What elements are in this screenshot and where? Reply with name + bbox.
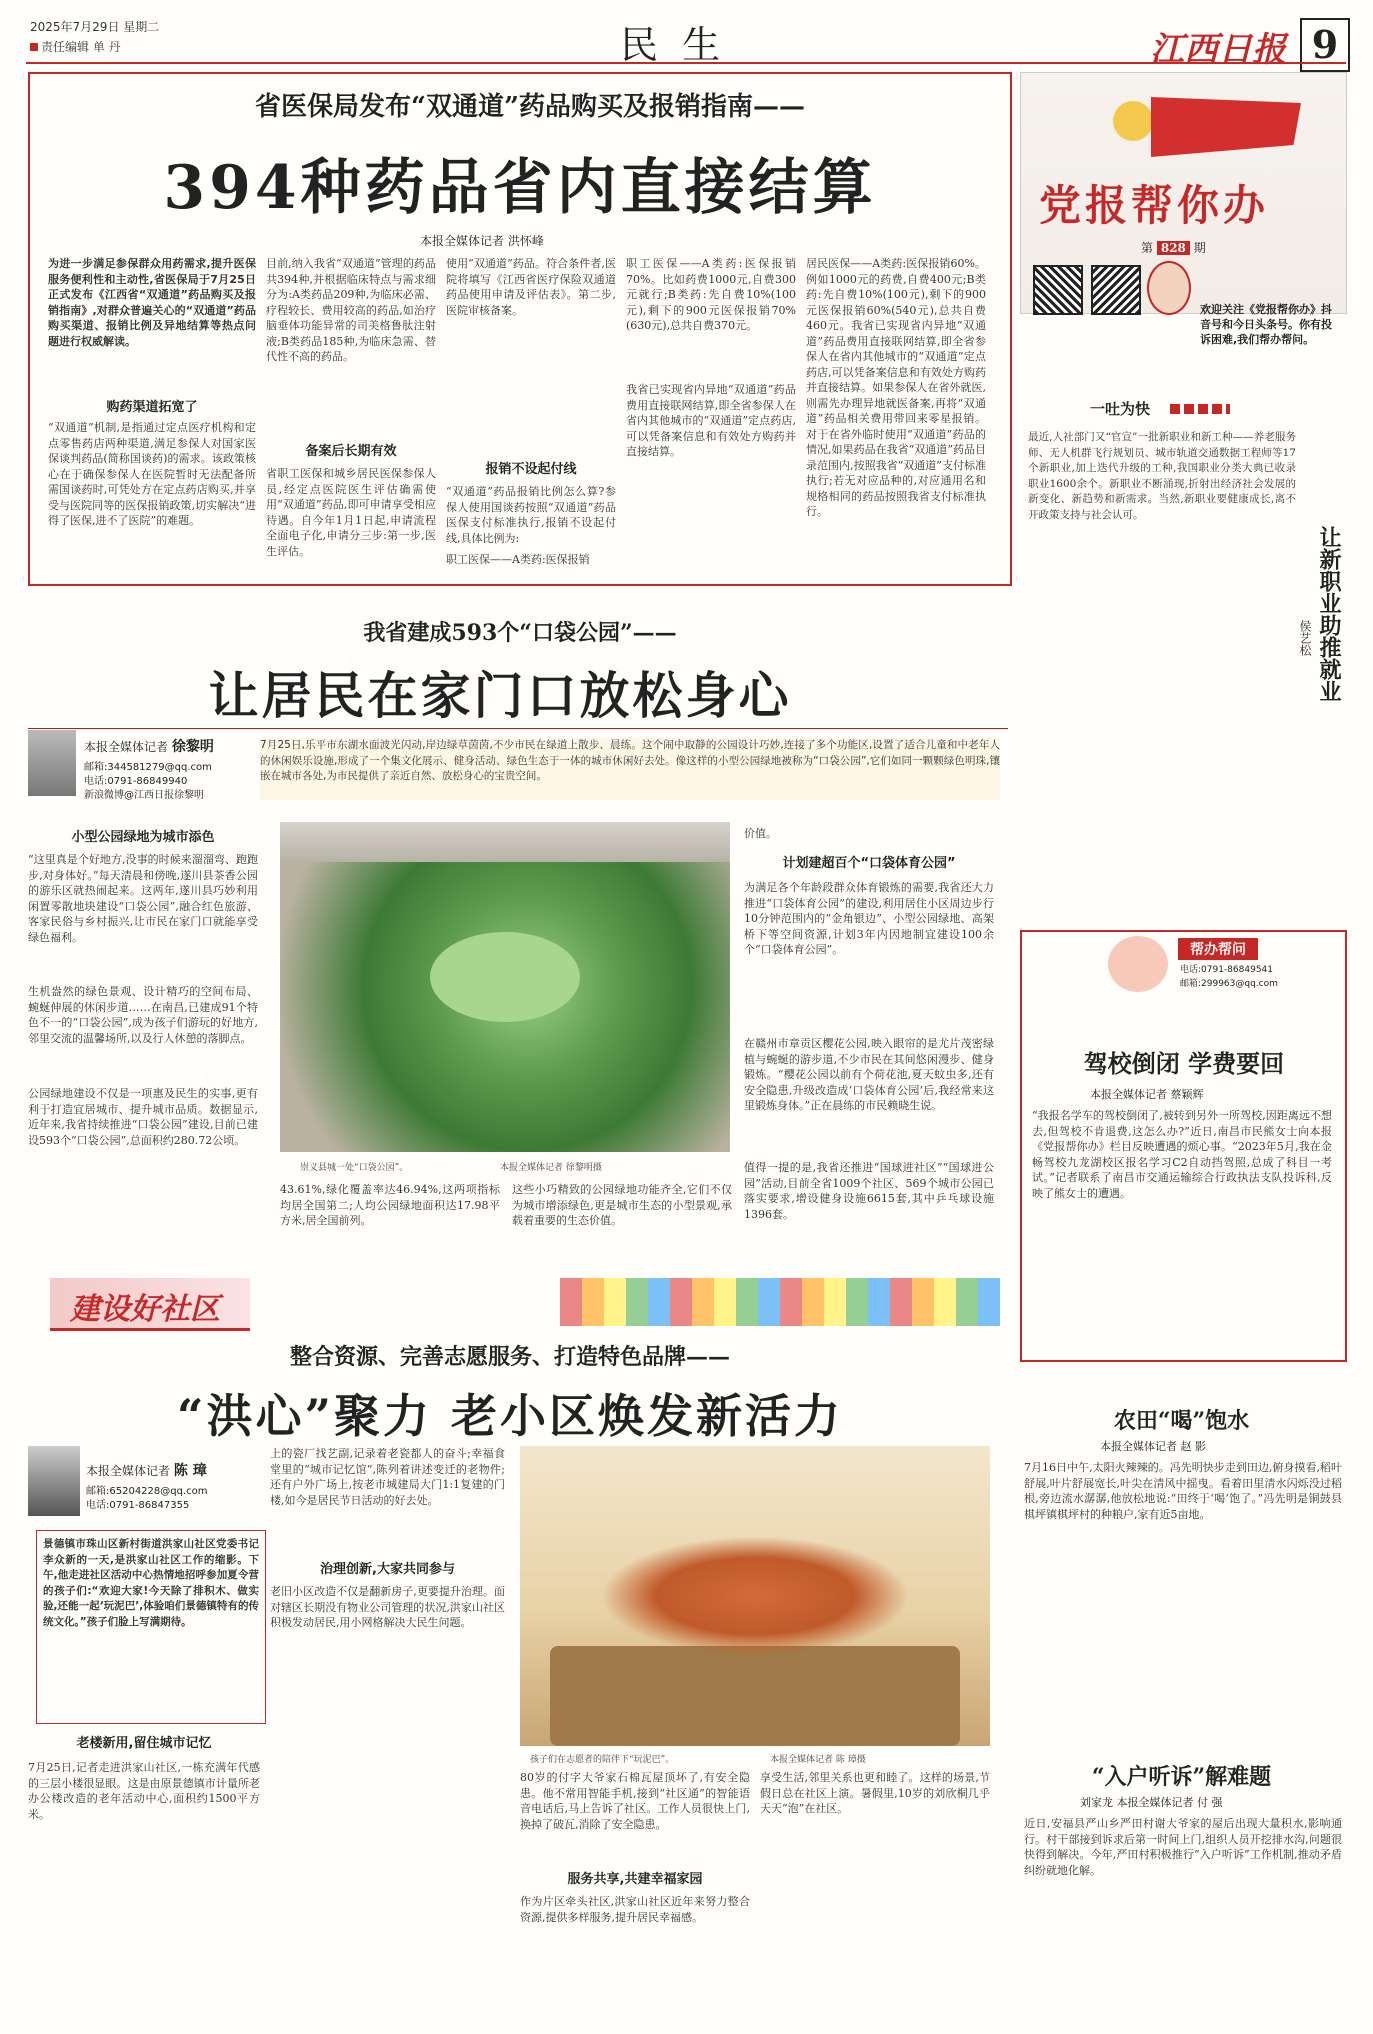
bangban-phone: 电话:0791-86849541 — [1180, 965, 1273, 975]
reporter3-name: 陈 璋 — [173, 1463, 207, 1479]
article3-p3: 老旧小区改造不仅是翻新房子,更要提升治理。面对辖区长期没有物业公司管理的状况,洪家山社区积极发动居民,用小网格解决大民生问题。 — [270, 1585, 505, 1629]
children-photo — [520, 1446, 990, 1746]
article3-p2: 上的瓷厂找艺副,记录着老瓷都人的奋斗;幸福食堂里的“城市记忆馆”,陈列着讲述变迁的老物件;还有户外广场上,按老市城建局大门1:1复建的门楼,如今是居民节日活动的好去处。 — [270, 1447, 505, 1507]
article2-sub1: 小型公园绿地为城市添色 — [71, 830, 215, 845]
party-emblem-icon — [1113, 101, 1153, 141]
article1-sub3: 报销不设起付线 — [485, 462, 577, 477]
article3-lead: 景德镇市珠山区新村街道洪家山社区党委书记李众新的一天,是洪家山社区工作的缩影。下午,他走进社区活动中心热情地招呼参加夏令营的孩子们:“欢迎大家!今天除了排积木、做实验,还能一起‘玩泥巴’,体验咱们景德镇特有的传统文化。”孩子们脸上写满期待。 — [36, 1530, 266, 1724]
page-number: 9 — [1300, 18, 1350, 72]
article1-p1: “双通道”机制,是指通过定点医疗机构和定点零售药店两种渠道,满足参保人对国家医保谈判药品(简称国谈药)的需求。该政策核心在于确保参保人在医院暂时无法配备所需国谈药时,可凭处方在定点药店购买,并享受与医院同等的医保报销政策,切实解决“进得了医保,进不了医院”的难题。 — [48, 421, 256, 527]
banner-text: 建设好社区 — [70, 1292, 220, 1327]
bangban-byline: 本报全媒体记者 蔡颖辉 — [1090, 1088, 1204, 1101]
issue-number: 828 — [1157, 241, 1190, 255]
article2-p3: 公园绿地建设不仅是一项惠及民生的实事,更有利于打造宜居城市、提升城市品质。数据显示,近年来,我省持续推进“口袋公园”建设,目前已建设593个“口袋公园”,总面积约280.72公顷。 — [28, 1087, 258, 1147]
article2-kicker: 我省建成593个“口袋公园”—— — [363, 620, 677, 646]
reporter-xu-avatar — [28, 730, 76, 796]
article2-top-rule — [28, 728, 1008, 729]
reporter-label: 本报全媒体记者 — [84, 740, 169, 754]
article3-p1: 7月25日,记者走进洪家山社区,一栋充满年代感的三层小楼很显眼。这是由原景德镇市计量所老办公楼改造的老年活动中心,面积约1500平方米。 — [28, 1761, 260, 1821]
issue-label: 第 — [1141, 241, 1154, 255]
article1-p6-start: 职工医保——A类药:医保报销 — [446, 553, 590, 566]
park-photo-credit: 本报全媒体记者 徐黎明摄 — [500, 1163, 602, 1173]
article1-sub2: 备案后长期有效 — [305, 444, 397, 459]
article3-sub3: 服务共享,共建幸福家园 — [567, 1872, 703, 1887]
article2-p6b: 在赣州市章贡区樱花公园,映入眼帘的是尤片茂密绿植与蜿蜒的游步道,不少市民在其间悠闲漫步、健身锻炼。“樱花公园以前有个荷花池,夏天蚊虫多,还有安全隐患,升级改造成‘口袋体育公园’后,我经常来这里锻炼身体。”正在晨练的市民赖晓生说。 — [744, 1037, 994, 1112]
article2-sub2: 计划建超百个“口袋体育公园” — [782, 856, 956, 871]
article1-p2: 目前,纳入我省“双通道”管理的药品共394种,并根据临床特点与需求细分为:A类药品209种,为临床必需、疗程较长、费用较高的药品,如治疗脑垂体功能异常的司美格鲁肽注射液;B类药品185种,为临床急需、替代性不高的药品。 — [266, 257, 436, 363]
article3-p5: 作为片区牵头社区,洪家山社区近年来努力整合资源,提供多样服务,提升居民幸福感。 — [520, 1895, 750, 1924]
article2-p4: 43.61%,绿化覆盖率达46.94%,这两项指标均居全国第二;人均公园绿地面积达17.98平方米,居全国前列。 — [280, 1183, 500, 1227]
story3-byline: 刘家龙 本报全媒体记者 付 强 — [1080, 1796, 1223, 1809]
opinion-body: 最近,人社部门又“官宣”一批新职业和新工种——养老服务师、无人机群飞行规划员、城市轨道交通数据工程师等17个新职业,加上迭代升级的工种,我国职业分类大典已收录职业1600余个。新职业不断涌现,折射出经济社会发展的新变化、新趋势和新需求。当然,新职业要健康成长,离不开政策支持与社会认可。 — [1028, 431, 1296, 521]
bangban-body: “我报名学车的驾校倒闭了,被转到另外一所驾校,因距离远不想去,但驾校不肯退费,这怎么办?”近日,南昌市民熊女士向本报《党报帮你办》栏目反映遭遇的烦心事。“2023年5月,我在金畅驾校九龙湖校区报名学习C2自动挡驾照,总成了科目一考试。”记者联系了南昌市交通运输综合行政执法支队投诉科,反映了熊女士的遭遇。 — [1032, 1109, 1332, 1200]
story3-title: “入户听诉”解难题 — [1091, 1764, 1272, 1790]
page-editor: 责任编辑 单 丹 — [41, 40, 121, 54]
reporter-contact-weibo: 新浪微博@江西日报徐黎明 — [84, 790, 204, 801]
photo-table — [550, 1646, 960, 1746]
bangban-mascot — [1108, 936, 1168, 992]
qr-code-douyin[interactable] — [1033, 265, 1083, 315]
article1-p6: 职工医保——A类药:医保报销70%。比如药费1000元,自费300元就行;B类药:先自费10%(100元),剩下的900元医保报销70%(630元),总共自费370元。 — [626, 257, 796, 332]
bangban-title: 驾校倒闭 学费要回 — [1083, 1049, 1285, 1078]
masthead-rule — [26, 62, 1346, 64]
article1-p4: 使用“双通道”药品。符合条件者,医院将填写《江西省医疗保险双通道药品使用申请及评估表》。第二步,医院审核备案。 — [446, 257, 616, 317]
article2-lead: 7月25日,乐平市东湖水面波光闪动,岸边绿草茵茵,不少市民在绿道上散步、晨练。这个闹中取静的公园设计巧妙,连接了多个功能区,设置了适合儿童和中老年人的休闲娱乐设施,形成了一个集文化展示、健身活动、绿色生态于一体的城市休闲好去处。像这样的小型公园绿地被称为“口袋公园”,它们如同一颗颗绿色明珠,镶嵌在城市各处,为市民提供了亲近自然、放松身心的宝贵空间。 — [260, 738, 1000, 800]
opinion-title: 让新职业助推就业 — [1316, 526, 1342, 702]
reporter-contact-email: 邮箱:344581279@qq.com — [84, 762, 212, 773]
article2-headline: 让居民在家门口放松身心 — [208, 666, 792, 725]
sidebar-header — [1020, 72, 1347, 314]
bangban-label: 帮办帮问 — [1178, 938, 1258, 960]
paper-logo: 江西日报 — [1150, 30, 1286, 70]
reporter3-label: 本报全媒体记者 — [86, 1464, 171, 1478]
story2-byline: 本报全媒体记者 赵 影 — [1100, 1440, 1206, 1453]
article2-p6: 为满足各个年龄段群众体育锻炼的需要,我省还大力推进“口袋体育公园”的建设,利用居住小区周边步行10分钟范围内的“金角银边”、小型公园绿地、高架桥下等空间资源,计划3年内因地制宜建设100余个“口袋体育公园”。 — [744, 881, 994, 956]
qr-description: 欢迎关注《党报帮你办》抖音号和今日头条号。你有投诉困难,我们帮办帮问。 — [1200, 303, 1332, 346]
article2-p5-tail: 价值。 — [744, 827, 777, 840]
children-photo-caption: 孩子们在志愿者的陪伴下“玩泥巴”。 — [530, 1755, 675, 1765]
article3-headline: “洪心”聚力 老小区焕发新活力 — [177, 1389, 843, 1443]
reporter-contact-phone: 电话:0791-86849940 — [84, 776, 188, 787]
story3-body: 近日,安福县严山乡严田村谢大爷家的屋后出现大量积水,影响通行。村干部接到诉求后第一时间上门,组织人员开挖排水沟,问题很快得到解决。今年,严田村积极推行“入户听诉”工作机制,推动矛盾纠纷就地化解。 — [1024, 1817, 1342, 1877]
park-photo — [280, 822, 730, 1152]
page-date: 2025年7月29日 星期二 — [30, 20, 160, 34]
mascot-badge — [1147, 261, 1191, 315]
issue-suffix: 期 — [1193, 241, 1206, 255]
article1-headline: 394种药品省内直接结算 — [163, 153, 877, 223]
opinion-author: 侯艺松 — [1298, 620, 1312, 656]
tutu-deco — [1170, 404, 1230, 414]
red-square-icon — [30, 43, 38, 51]
park-photo-caption: 崇义县城一处“口袋公园”。 — [300, 1163, 409, 1173]
children-photo-credit: 本报全媒体记者 陈 璋摄 — [770, 1755, 866, 1765]
article1-p5: “双通道”药品报销比例怎么算?参保人使用国谈药按照“双通道”药品医保支付标准执行,报销不设起付线,具体比例为: — [446, 485, 616, 544]
red-flag-icon — [1151, 97, 1301, 157]
story2-body: 7月16日中午,太阳火辣辣的。冯先明快步走到田边,俯身摸看,稻叶舒展,叶片舒展宽长,叶尖在清风中摇曳。看着田里清水闪烁没过稻根,旁边流水潺潺,他放松地说:“田终于‘喝’饱了。”冯先明是铜鼓县棋坪镇棋坪村的种粮户,家有近5亩地。 — [1024, 1461, 1342, 1521]
article2-p5: 这些小巧精致的公园绿地功能齐全,它们不仅为城市增添绿色,更是城市生态的小型景观,承载着重要的生态价值。 — [512, 1183, 732, 1227]
article3-p6: 享受生活,邻里关系也更和睦了。这样的场景,节假日总在社区上演。暑假里,10岁的刘欣桐几乎天天“泡”在社区。 — [760, 1771, 990, 1815]
article3-sub2: 治理创新,大家共同参与 — [320, 1562, 455, 1577]
article2-p2: 生机盎然的绿色景观、设计精巧的空间布局、蜿蜒伸展的休闲步道……在南昌,已建成91个特色不一的“口袋公园”,成为孩子们游玩的好地方,邻里交流的温馨场所,以及行人休憩的落脚点。 — [28, 985, 258, 1045]
section-title: 民 生 — [620, 23, 727, 67]
photo-group — [600, 1536, 910, 1656]
article3-sub1: 老楼新用,留住城市记忆 — [76, 1736, 212, 1751]
bangban-email: 邮箱:299963@qq.com — [1180, 979, 1278, 989]
article2-p1: “这里真是个好地方,没事的时候来溜溜弯、跑跑步,对身体好。”每天清晨和傍晚,遂川县茶香公园的游乐区就热闹起来。这两年,遂川县巧妙利用闲置零散地块建设“口袋公园”,融合红色旅游、客家民俗与乡村振兴,让市民在家门口就能享受绿色福利。 — [28, 853, 258, 944]
article1-byline: 本报全媒体记者 洪怀峰 — [420, 234, 544, 248]
community-banner — [50, 1270, 250, 1330]
rainbow-decoration — [560, 1278, 1000, 1326]
article1-lead: 为进一步满足参保群众用药需求,提升医保服务便利性和主动性,省医保局于7月25日正式发布《江西省“双通道”药品购买及报销指南》,对群众普遍关心的“双通道”药品购买渠道、报销比例及异地结算等热点问题进行权威解读。 — [48, 257, 256, 348]
reporter3-phone: 电话:0791-86847355 — [86, 1500, 190, 1511]
reporter-chen-avatar — [28, 1446, 80, 1516]
story2-title: 农田“喝”饱水 — [1113, 1408, 1250, 1434]
park-lawn — [430, 932, 580, 1022]
article1-col5: 居民医保——A类药:医保报销60%。例如1000元的药费,自费400元;B类药:先自费10%(100元),剩下的900元医保报销60%(540元),总共自费460元。我省已实现省内异地“双通道”药品费用直接联网结算,即全省参保人在省内其他城市的“双通道”定点药店,可以凭备案信息和有效处方购药并直接结算。如果参保人在省外就医,则需先办理异地就医备案,再将“双通道”药品相关费用带回来零星报销。对于在省外临时使用“双通道”药品的情况,如果药品在我省“双通道”药品目录范围内,按照我省“双通道”支付标准执行;若无对应品种的,对应通用名和规格相同的药品按照我省支付标准执行。 — [806, 257, 986, 518]
article2-p7: 值得一提的是,我省还推进“国球进社区”“国球进公园”活动,目前全省1009个社区、569个城市公园已落实要求,增设健身设施6615套,其中乒乓球设施1396套。 — [744, 1161, 994, 1221]
reporter-name: 徐黎明 — [171, 739, 214, 755]
article1-sub1: 购药渠道拓宽了 — [106, 400, 198, 415]
column-title: 党报帮你办 — [1039, 181, 1270, 230]
article3-kicker: 整合资源、完善志愿服务、打造特色品牌—— — [289, 1344, 730, 1370]
article1-p7: 我省已实现省内异地“双通道”药品费用直接联网结算,即全省参保人在省内其他城市的“双通道”定点药店,可以凭备案信息和有效处方购药并直接结算。 — [626, 383, 796, 458]
park-buildings — [280, 822, 730, 862]
article1-kicker: 省医保局发布“双通道”药品购买及报销指南—— — [255, 92, 805, 122]
qr-code-toutiao[interactable] — [1091, 265, 1141, 315]
article1-p3: 省职工医保和城乡居民医保参保人员,经定点医院医生评估确需使用“双通道”药品,即可申请享受相应待遇。自今年1月1日起,申请流程全面电子化,申请分三步:第一步,医生评估。 — [266, 467, 436, 558]
tutu-label: 一吐为快 — [1090, 400, 1151, 418]
article3-p4: 80岁的付字大爷家石棉瓦屋顶坏了,有安全隐患。他不常用智能手机,接到“社区通”的智能语音电话后,马上告诉了社区。工作人员很快上门,换掉了破瓦,消除了安全隐患。 — [520, 1771, 750, 1831]
reporter3-email: 邮箱:65204228@qq.com — [86, 1486, 208, 1497]
